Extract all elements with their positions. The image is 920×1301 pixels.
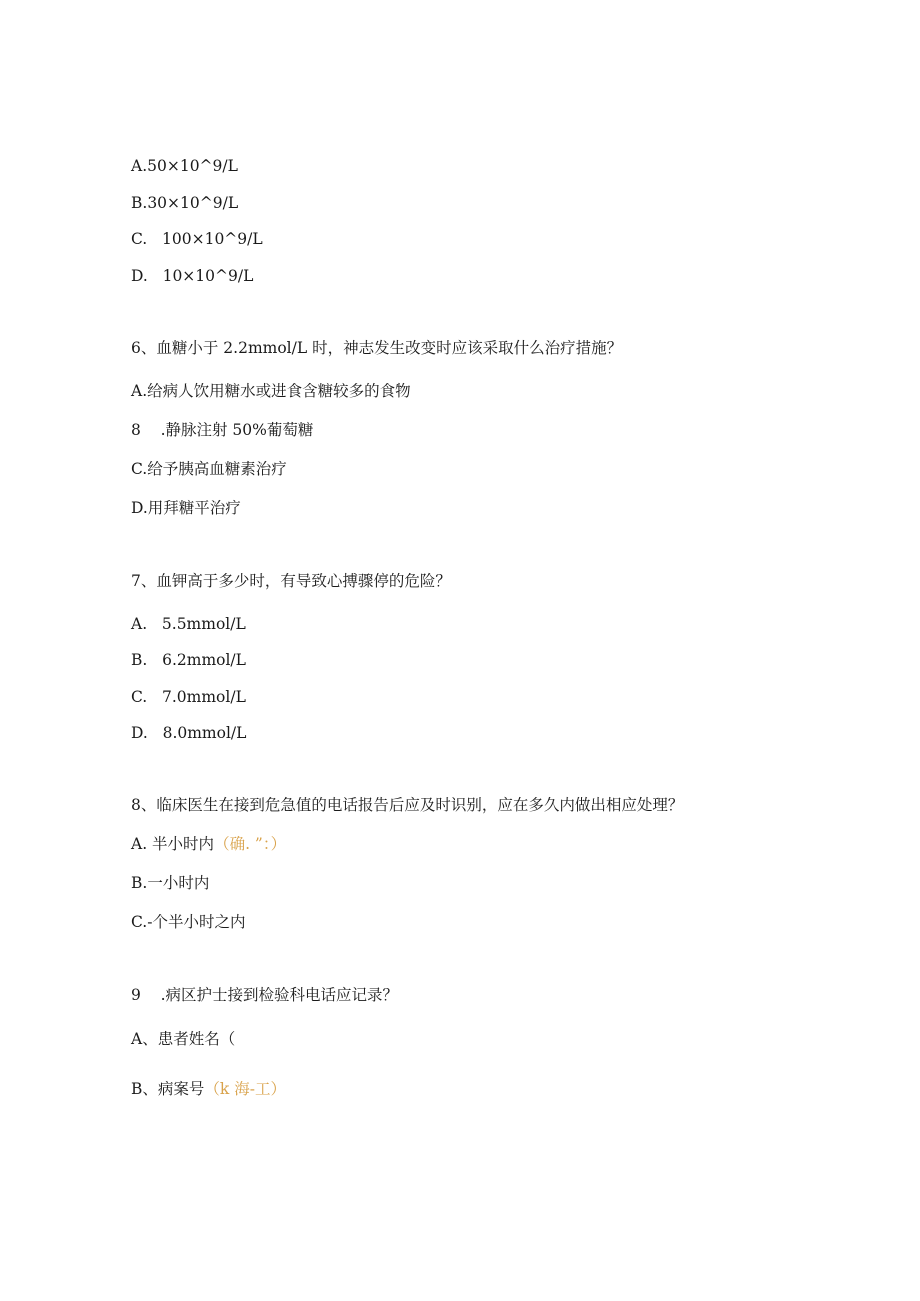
q9-option-b-annotation: （k 海-工） xyxy=(204,1080,286,1098)
q8-question: 8、临床医生在接到危急值的电话报告后应及时识别，应在多久内做出相应处理？ xyxy=(131,796,684,814)
q7-question: 7、血钾高于多少时，有导致心搏骤停的危险？ xyxy=(131,572,451,590)
q9-option-b xyxy=(131,1079,286,1099)
q8-option-a-text: A. 半小时内 xyxy=(131,835,215,853)
q9-option-a: A、患者姓名（ xyxy=(131,1030,236,1048)
q8-option-b: B.一小时内 xyxy=(131,874,210,892)
q6-option-b: 8 .静脉注射 50%葡萄糖 xyxy=(131,421,314,439)
q9-option-b-text: B、病案号 xyxy=(131,1080,205,1098)
q5-option-a: A.50×10^9/L xyxy=(131,157,238,175)
q6-option-c: C.给予胰高血糖素治疗 xyxy=(131,460,287,478)
q6-option-d: D.用拜糖平治疗 xyxy=(131,499,241,517)
q9-question: 9 .病区护士接到检验科电话应记录？ xyxy=(131,986,398,1004)
q7-option-c: C. 7.0mmol/L xyxy=(131,688,246,706)
q6-question: 6、血糖小于 2.2mmol/L 时，神志发生改变时应该采取什么治疗措施？ xyxy=(131,339,623,357)
q8-option-a-annotation: （确. ”：） xyxy=(214,835,287,853)
q7-option-d: D. 8.0mmol/L xyxy=(131,724,247,742)
q7-option-b: B. 6.2mmol/L xyxy=(131,651,246,669)
q7-option-a: A. 5.5mmol/L xyxy=(131,615,246,633)
q8-option-a xyxy=(131,834,286,854)
q5-option-b: B.30×10^9/L xyxy=(131,194,239,212)
q6-option-a: A.给病人饮用糖水或进食含糖较多的食物 xyxy=(131,382,411,400)
q5-option-d: D. 10×10^9/L xyxy=(131,267,254,285)
q8-option-c: C.-个半小时之内 xyxy=(131,913,246,931)
q5-option-c: C. 100×10^9/L xyxy=(131,230,263,248)
